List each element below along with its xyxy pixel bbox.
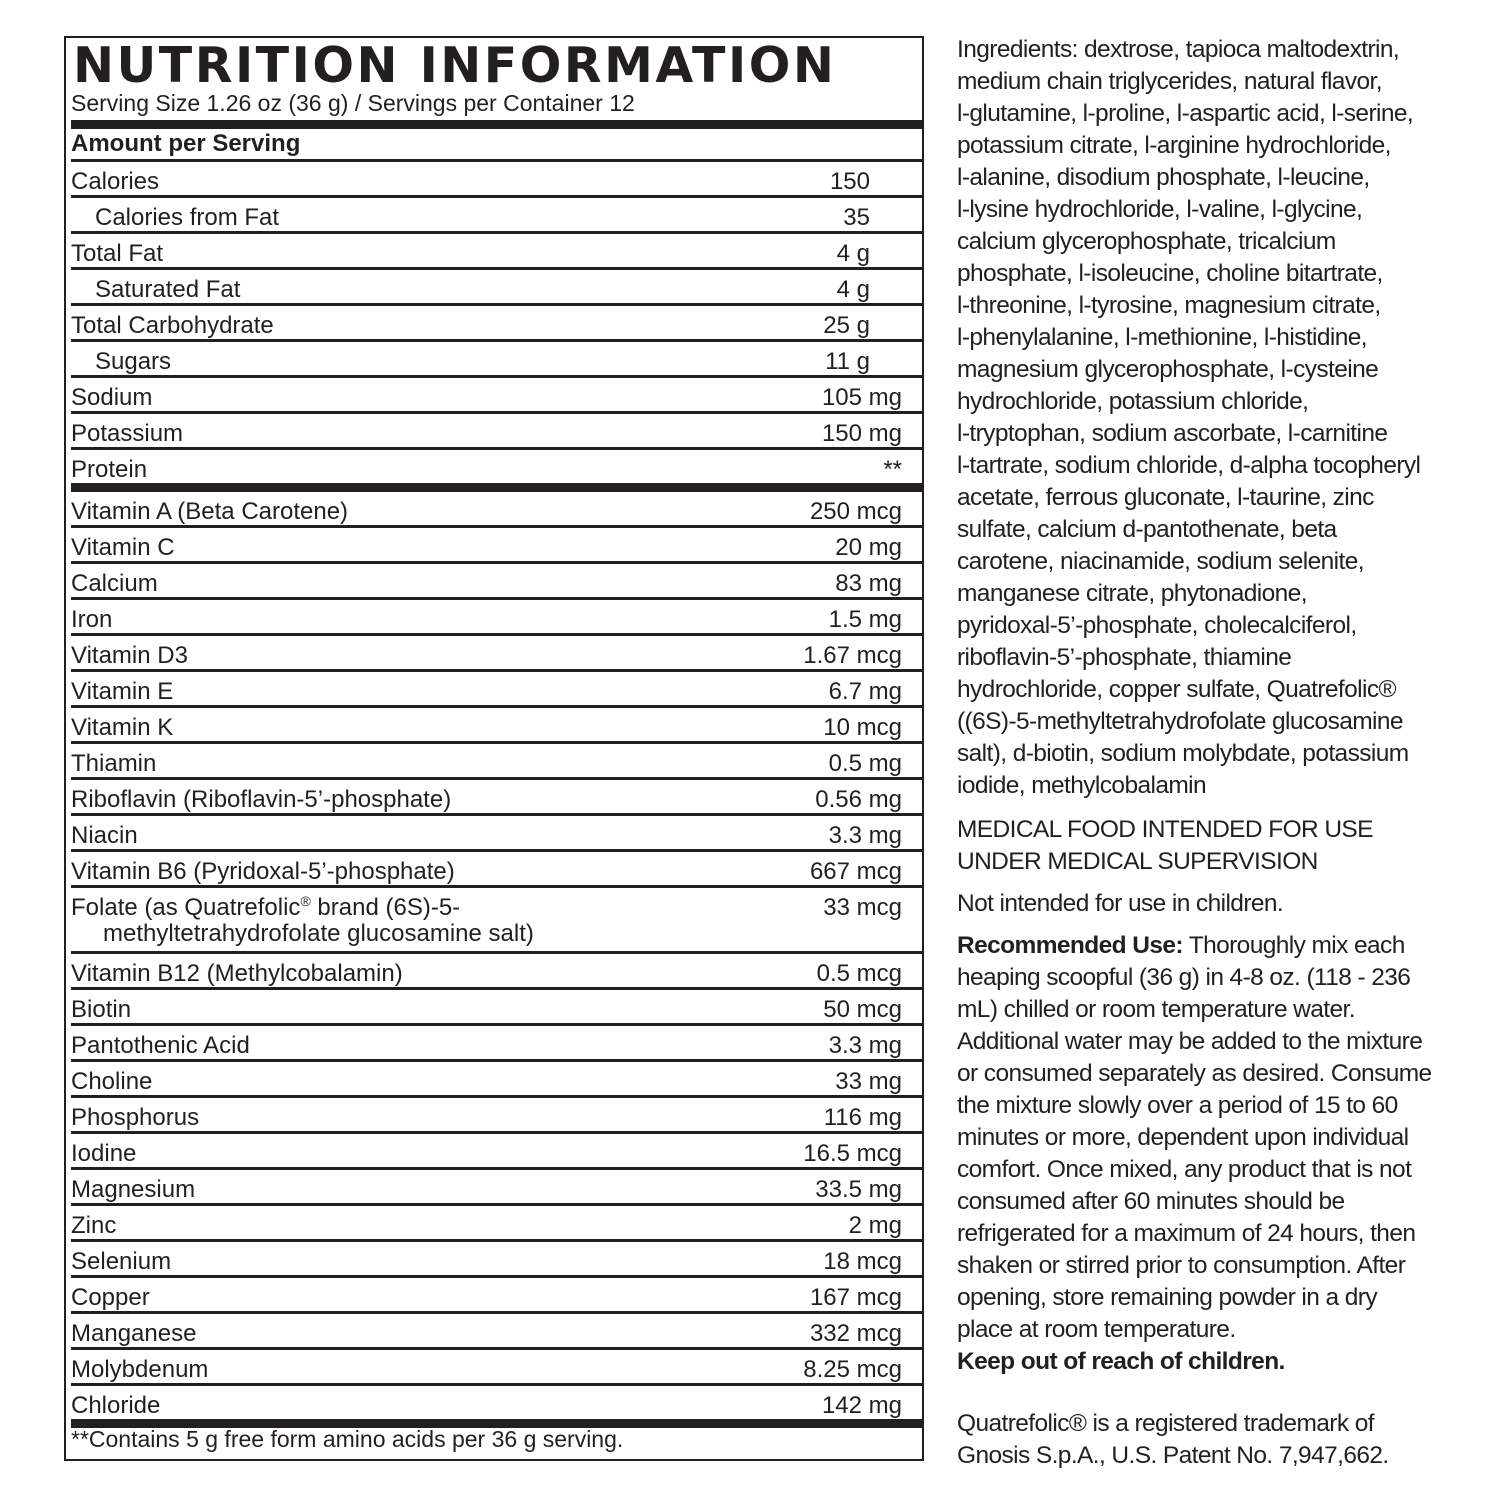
nutrient-row bbox=[71, 990, 922, 1026]
nutrient-label bbox=[71, 1357, 208, 1383]
nutrient-value: 0.5 mcg bbox=[816, 960, 902, 987]
nutrient-label bbox=[71, 679, 173, 705]
nutrient-row bbox=[71, 1098, 922, 1134]
nutrient-label-text: Total Fat bbox=[71, 240, 164, 267]
nutrient-label bbox=[71, 715, 173, 741]
thick-divider bbox=[71, 120, 922, 129]
nutrient-label bbox=[71, 1393, 160, 1419]
nutrient-label-text: Vitamin D3 bbox=[71, 642, 188, 669]
nutrient-label bbox=[71, 607, 112, 633]
nutrient-row bbox=[71, 744, 922, 780]
nutrient-row bbox=[71, 1350, 922, 1386]
nutrient-value: 2 mg bbox=[848, 1212, 902, 1239]
nutrient-row bbox=[71, 1242, 922, 1278]
nutrient-value: 8.25 mcg bbox=[803, 1356, 902, 1383]
nutrient-label bbox=[71, 421, 183, 447]
nutrient-label-text: Vitamin B6 (Pyridoxal-5’-phosphate) bbox=[71, 858, 455, 885]
nutrient-label-text: Pantothenic Acid bbox=[71, 1032, 250, 1059]
nutrient-row bbox=[71, 1314, 922, 1350]
nutrient-label-rest: brand (6S)-5- bbox=[310, 894, 461, 921]
nutrient-row bbox=[71, 1170, 922, 1206]
nutrient-label bbox=[71, 1069, 152, 1095]
nutrient-label-text: Vitamin E bbox=[71, 678, 174, 705]
nutrient-value: 332 mcg bbox=[809, 1320, 902, 1347]
nutrient-label bbox=[71, 313, 274, 339]
nutrient-value: 10 mcg bbox=[823, 714, 902, 741]
nutrient-value: 142 mg bbox=[821, 1392, 902, 1419]
nutrient-label bbox=[71, 385, 152, 411]
nutrient-label bbox=[71, 997, 131, 1023]
not-intended-statement: Not intended for use in children. bbox=[957, 890, 1284, 917]
amount-per-serving: Amount per Serving bbox=[71, 130, 301, 157]
nutrient-value: 250 mcg bbox=[809, 498, 902, 525]
nutrient-value: 50 mcg bbox=[823, 996, 902, 1023]
nutrient-label-text: Potassium bbox=[71, 420, 184, 447]
nutrient-row bbox=[71, 528, 922, 564]
nutrient-label-text: Vitamin B12 (Methylcobalamin) bbox=[71, 960, 403, 987]
nutrient-row bbox=[71, 198, 922, 234]
nutrient-row bbox=[71, 378, 922, 414]
footnote: **Contains 5 g free form amino acids per 36 g serving. bbox=[71, 1426, 624, 1452]
recommended-use-label: Recommended Use: bbox=[957, 932, 1183, 959]
nutrient-label-text: Selenium bbox=[71, 1248, 172, 1275]
panel-title: NUTRITION INFORMATION bbox=[73, 37, 837, 94]
nutrient-label bbox=[71, 643, 188, 669]
nutrient-value: 83 mg bbox=[835, 570, 902, 597]
nutrient-label bbox=[71, 499, 348, 525]
nutrient-label-text: Choline bbox=[71, 1068, 153, 1095]
nutrient-row bbox=[71, 954, 922, 990]
nutrient-label bbox=[71, 1177, 195, 1203]
nutrient-value: 33 mg bbox=[835, 1068, 902, 1095]
nutrient-label-text: Calories bbox=[71, 168, 160, 195]
nutrient-label bbox=[71, 1105, 199, 1131]
nutrient-row bbox=[71, 636, 922, 672]
nutrient-row bbox=[71, 1206, 922, 1242]
nutrient-label bbox=[71, 241, 163, 267]
nutrient-label-text: Iodine bbox=[71, 1140, 137, 1167]
nutrient-row bbox=[71, 492, 922, 528]
nutrient-value: 3.3 mg bbox=[828, 822, 902, 849]
nutrient-label bbox=[71, 1141, 136, 1167]
nutrient-label bbox=[71, 169, 159, 195]
nutrient-label bbox=[71, 1321, 196, 1347]
nutrient-label-text: Sugars bbox=[95, 348, 172, 375]
nutrient-label bbox=[95, 205, 279, 231]
nutrient-label-text: Calories from Fat bbox=[95, 204, 280, 231]
nutrient-label-text: Folate (as Quatrefolic bbox=[71, 894, 301, 921]
keep-out-warning: Keep out of reach of children. bbox=[957, 1348, 1285, 1375]
nutrient-value: 33 mcg bbox=[823, 894, 902, 921]
nutrient-value: 150 bbox=[829, 168, 870, 195]
serving-size: Serving Size 1.26 oz (36 g) / Servings per Container 12 bbox=[71, 90, 635, 116]
nutrient-row bbox=[71, 708, 922, 744]
nutrient-row bbox=[71, 1026, 922, 1062]
nutrient-row bbox=[71, 1134, 922, 1170]
nutrient-value: 4 g bbox=[836, 240, 870, 267]
nutrient-label bbox=[71, 535, 175, 561]
recommended-use bbox=[957, 930, 1467, 1346]
nutrient-label-text: Manganese bbox=[71, 1320, 197, 1347]
nutrition-panel bbox=[64, 36, 924, 1461]
nutrient-row bbox=[71, 450, 922, 492]
nutrient-label bbox=[71, 751, 156, 777]
nutrient-value: 3.3 mg bbox=[828, 1032, 902, 1059]
nutrient-label bbox=[71, 1033, 250, 1059]
nutrient-value: 16.5 mcg bbox=[803, 1140, 902, 1167]
nutrient-row bbox=[71, 270, 922, 306]
nutrient-row bbox=[71, 1386, 922, 1428]
nutrient-label-text: Riboflavin (Riboflavin-5’-phosphate) bbox=[71, 786, 452, 813]
nutrient-label bbox=[95, 349, 171, 375]
nutrient-label bbox=[95, 277, 240, 303]
nutrient-row bbox=[71, 1062, 922, 1098]
nutrient-row bbox=[71, 888, 922, 954]
nutrient-value: 18 mcg bbox=[823, 1248, 902, 1275]
nutrient-label-text: Phosphorus bbox=[71, 1104, 200, 1131]
nutrient-value: 20 mg bbox=[835, 534, 902, 561]
nutrient-value: 1.5 mg bbox=[828, 606, 902, 633]
medical-food-statement: MEDICAL FOOD INTENDED FOR USE UNDER MEDICAL SUPERVISION bbox=[957, 816, 1373, 875]
nutrient-table bbox=[71, 162, 922, 1428]
nutrient-label bbox=[71, 457, 147, 483]
nutrient-value: 105 mg bbox=[821, 384, 902, 411]
nutrient-label-text: Vitamin K bbox=[71, 714, 174, 741]
nutrient-row bbox=[71, 852, 922, 888]
nutrient-label-text: Molybdenum bbox=[71, 1356, 209, 1383]
nutrient-row bbox=[71, 816, 922, 852]
nutrient-value: ** bbox=[883, 456, 902, 483]
nutrient-label bbox=[71, 823, 138, 849]
nutrient-label-text: Thiamin bbox=[71, 750, 157, 777]
nutrient-row bbox=[71, 234, 922, 270]
nutrient-label bbox=[71, 859, 455, 885]
nutrient-label-text: Copper bbox=[71, 1284, 150, 1311]
nutrient-label-text: Iron bbox=[71, 606, 113, 633]
label-text-column bbox=[957, 34, 1467, 1472]
ingredients: Ingredients: dextrose, tapioca maltodextrin, medium chain triglycerides, natural flavor, l-glutamine, l-proline, l-aspartic acid, l-serine, potassium citrate, l-arginine hydrochloride, l-alanine, disodium phosphate, l-leucine, l-lysine hydrochloride, l-valine, l-glycine, calcium glycerophosphate, tricalcium phosphate, l-isoleucine, choline bitartrate, l-threonine, l-tyrosine, magnesium citrate, l-phenylalanine, l-methionine, l-histidine, magnesium glycerophosphate, l-cysteine hydrochloride, potassium chloride, l-tryptophan, sodium ascorbate, l-carnitine l-tartrate, sodium chloride, d-alpha tocopheryl acetate, ferrous gluconate, l-taurine, zinc sulfate, calcium d-pantothenate, beta carotene, niacinamide, sodium selenite, manganese citrate, phytonadione, pyridoxal-5’-phosphate, cholecalciferol, riboflavin-5’-phosphate, thiamine hydrochloride, copper sulfate, Quatrefolic® ((6S)-5-methyltetrahydrofolate glucosamine salt), d-biotin, sodium molybdate, potassium iodide, methylcobalamin bbox=[957, 36, 1421, 799]
nutrient-row bbox=[71, 564, 922, 600]
recommended-use-text: Thoroughly mix each heaping scoopful (36 g) in 4-8 oz. (118 - 236 mL) chilled or room temperature water. Additional water may be added to the mixture or consumed separately as desired. Consume the mixture slowly over a period of 15 to 60 minutes or more, dependent upon individual comfort. Once mixed, any product that is not consumed after 60 minutes should be refrigerated for a maximum of 24 hours, then shaken or stirred prior to consumption. After opening, store remaining powder in a dry place at room temperature. bbox=[957, 932, 1432, 1343]
nutrient-label bbox=[71, 1249, 171, 1275]
nutrient-label bbox=[71, 1213, 116, 1239]
nutrient-value: 667 mcg bbox=[809, 858, 902, 885]
nutrient-label-text: Calcium bbox=[71, 570, 158, 597]
nutrient-label bbox=[71, 1285, 150, 1311]
nutrient-label-text: Vitamin A (Beta Carotene) bbox=[71, 498, 349, 525]
nutrient-row bbox=[71, 162, 922, 198]
nutrient-label-text: Vitamin C bbox=[71, 534, 175, 561]
nutrient-label bbox=[71, 787, 451, 813]
nutrient-label-text: Biotin bbox=[71, 996, 132, 1023]
nutrient-label bbox=[71, 571, 158, 597]
nutrient-value: 150 mg bbox=[821, 420, 902, 447]
nutrient-label-text: Saturated Fat bbox=[95, 276, 241, 303]
registered-mark: ® bbox=[300, 893, 311, 909]
nutrient-row bbox=[71, 414, 922, 450]
nutrient-label-text: Zinc bbox=[71, 1212, 117, 1239]
nutrient-label-text: Magnesium bbox=[71, 1176, 196, 1203]
nutrient-value: 25 g bbox=[823, 312, 870, 339]
nutrient-label-continued: methyltetrahydrofolate glucosamine salt) bbox=[103, 920, 534, 947]
nutrient-row bbox=[71, 1278, 922, 1314]
nutrient-value: 0.56 mg bbox=[815, 786, 902, 813]
nutrient-value: 0.5 mg bbox=[828, 750, 902, 777]
nutrient-value: 116 mg bbox=[823, 1104, 902, 1131]
nutrient-row bbox=[71, 672, 922, 708]
nutrient-label-text: Chloride bbox=[71, 1392, 161, 1419]
nutrient-row bbox=[71, 306, 922, 342]
nutrient-label bbox=[71, 895, 534, 947]
nutrient-value: 1.67 mcg bbox=[803, 642, 902, 669]
nutrient-row bbox=[71, 600, 922, 636]
nutrient-value: 6.7 mg bbox=[828, 678, 902, 705]
nutrient-label-text: Total Carbohydrate bbox=[71, 312, 274, 339]
nutrient-label-text: Protein bbox=[71, 456, 148, 483]
trademark-note: Quatrefolic® is a registered trademark of Gnosis S.p.A., U.S. Patent No. 7,947,662. bbox=[957, 1410, 1389, 1469]
nutrient-value: 4 g bbox=[836, 276, 870, 303]
nutrient-label-text: Sodium bbox=[71, 384, 153, 411]
nutrient-label bbox=[71, 961, 403, 987]
nutrient-row bbox=[71, 780, 922, 816]
nutrient-value: 33.5 mg bbox=[815, 1176, 902, 1203]
nutrient-value: 167 mcg bbox=[809, 1284, 902, 1311]
nutrient-value: 35 bbox=[843, 204, 870, 231]
nutrient-label-text: Niacin bbox=[71, 822, 138, 849]
nutrient-row bbox=[71, 342, 922, 378]
nutrient-value: 11 g bbox=[825, 348, 870, 375]
